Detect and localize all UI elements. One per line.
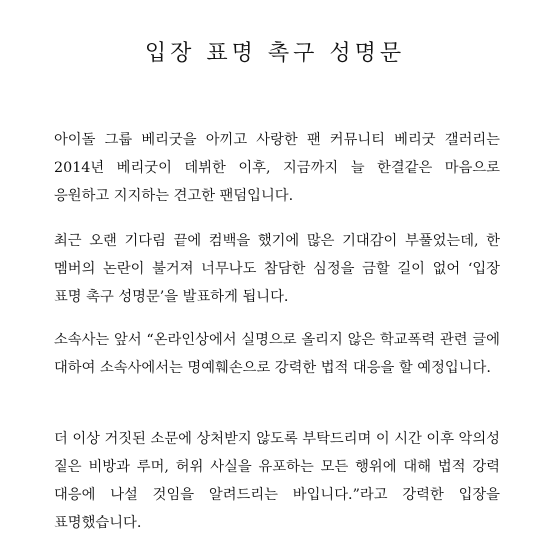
paragraph-agency-quote: 소속사는 앞서 “온라인상에서 실명으로 올리지 않은 학교폭력 관련 글에 대하여 소속사에서는 명예훼손으로 강력한 법적 대응을 할 예정입니다. (54, 332, 500, 376)
paragraph-statement-reason: 최근 오랜 기다림 끝에 컴백을 했기에 많은 기대감이 부풀었는데, 한 멤버의 논란이 불거져 너무나도 참담한 심정을 금할 길이 없어 ‘입장 표명 촉구 성명문’을 발표하게 됩니다. (54, 233, 500, 305)
paragraph-fan-community-intro: 아이돌 그룹 베리굿을 아끼고 사랑한 팬 커뮤니티 베리굿 갤러리는 2014년 베리굿이 데뷔한 이후, 지금까지 늘 한결같은 마음으로 응원하고 지지하는 견고한 팬덤입니다. (54, 132, 500, 204)
document-title: 입장 표명 촉구 성명문 (144, 41, 406, 66)
paragraph-agency-legal-response: 더 이상 거짓된 소문에 상처받지 않도록 부탁드리며 이 시간 이후 악의성 짙은 비방과 루머, 허위 사실을 유포하는 모든 행위에 대해 법적 강력 대응에 나설 것임을 알려드리는 바입니다.”라고 강력한 입장을 표명했습니다. (54, 431, 500, 531)
